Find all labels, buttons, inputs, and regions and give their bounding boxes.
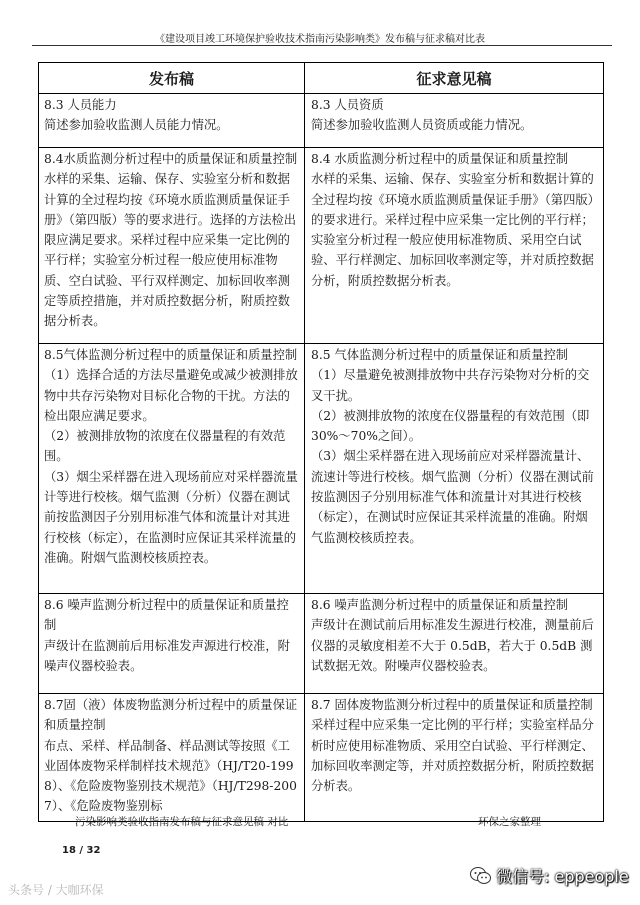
document-header: 《建设项目竣工环境保护验收技术指南污染影响类》发布稿与征求稿对比表 — [155, 34, 485, 45]
column-header-published: 发布稿 — [39, 63, 305, 94]
header-rule — [32, 45, 612, 46]
draft-cell — [305, 344, 604, 594]
table-row — [39, 694, 604, 822]
section-text: 采样过程中应采集一定比例的平行样；实验室样品分析时应使用标准物质、采用空白试验、平行样测定、加标回收率测定等，并对质控数据分析，附质控数据分析表。 — [311, 718, 594, 794]
table-row — [39, 94, 604, 148]
published-cell — [39, 94, 305, 148]
list-item: （3）烟尘采样器在进入现场前应对采样器流量计、流速计等进行校核。烟气监测（分析）仪器在测试前按监测因子分别用标准气体和流量计对其进行校核（标定），在测试时应保证其采样流量的准确。附烟气监测校核质控表。 — [311, 449, 594, 545]
watermark-toutiao: 头条号 / 大咖环保 — [8, 883, 104, 897]
column-header-draft: 征求意见稿 — [305, 63, 604, 94]
wechat-id: 微信号: eppeople — [496, 867, 629, 886]
footer-credit: 环保之家整理 — [478, 816, 541, 828]
draft-cell — [305, 94, 604, 148]
section-text: 声级计在监测前后用标准发声源进行校准，附噪声仪器校验表。 — [44, 638, 290, 673]
section-text: 简述参加验收监测人员资质或能力情况。 — [311, 118, 533, 133]
page-number: 18 / 32 — [62, 845, 101, 856]
list-item: （1）尽量避免被测排放物中共存污染物对分析的交叉干扰。 — [311, 368, 590, 403]
watermark-wechat — [470, 864, 629, 887]
published-cell — [39, 694, 305, 822]
section-text: 声级计在测试前后用标准发生源进行校准，测量前后仪器的灵敏度相差不大于 0.5dB，若大于 0.5dB 测试数据无效。附噪声仪器校验表。 — [311, 618, 594, 673]
section-heading: 8.4水质监测分析过程中的质量保证和质量控制 — [44, 152, 298, 166]
section-text: 水样的采集、运输、保存、实验室分析和数据计算的全过程均按《环境水质监测质量保证手册》（第四版）的要求进行。采样过程中应采集一定比例的平行样；实验室分析过程一般应使用标准物质、采用空白试验、平行样测定、加标回收率测定等，并对质控数据分析，附质控数据分析表。 — [311, 172, 594, 288]
wechat-icon — [470, 866, 492, 886]
table-row — [39, 594, 604, 694]
table-header-row — [39, 63, 604, 94]
list-item: （3）烟尘采样器在进入现场前应对采样器流量计等进行校核。烟气监测（分析）仪器在测试前按监测因子分别用标准气体和流量计对其进行校核（标定），在监测时应保证其采样流量的准确。附烟气监测校核质控表。 — [44, 469, 298, 565]
section-heading: 8.6 噪声监测分析过程中的质量保证和质量控制 — [311, 598, 569, 612]
table-row — [39, 148, 604, 344]
draft-cell — [305, 694, 604, 822]
footer-title: 污染影响类验收指南发布稿与征求意见稿 对比 — [75, 816, 289, 828]
list-item: （1）选择合适的方法尽量避免或减少被测排放物中共存污染物对目标化合物的干扰。方法的检出限应满足要求。 — [44, 368, 298, 423]
section-heading: 8.5 气体监测分析过程中的质量保证和质量控制 — [311, 348, 569, 362]
section-heading: 8.3 人员资质 — [311, 98, 384, 112]
list-item: （2）被测排放物的浓度在仪器量程的有效范围。 — [44, 429, 286, 464]
published-cell — [39, 594, 305, 694]
section-heading: 8.7固（液）体废物监测分析过程中的质量保证和质量控制 — [44, 698, 298, 733]
section-heading: 8.6 噪声监测分析过程中的质量保证和质量控制 — [44, 598, 289, 633]
section-heading: 8.7 固体废物监测分析过程中的质量保证和质量控制 — [311, 698, 593, 712]
published-cell — [39, 344, 305, 594]
section-text: 水样的采集、运输、保存、实验室分析和数据计算的全过程均按《环境水质监测质量保证手册》（第四版）等的要求进行。选择的方法检出限应满足要求。采样过程中应采集一定比例的平行样；实验室分析过程一般应使用标准物质、空白试验、平行双样测定、加标回收率测定等质控措施，并对质控数据分析，附质控数据分析表。 — [44, 172, 297, 329]
draft-cell — [305, 594, 604, 694]
section-text: 简述参加验收监测人员能力情况。 — [44, 118, 229, 133]
published-cell — [39, 148, 305, 344]
section-text: 布点、采样、样品制备、样品测试等按照《工业固体废物采样制样技术规范》（HJ/T20-1998）、《危险废物鉴别技术规范》（HJ/T298-2007）、《危险废物鉴别标 — [44, 738, 297, 814]
draft-cell — [305, 148, 604, 344]
section-heading: 8.4 水质监测分析过程中的质量保证和质量控制 — [311, 152, 569, 166]
comparison-table — [38, 62, 604, 822]
table-row — [39, 344, 604, 594]
section-heading: 8.3 人员能力 — [44, 98, 117, 112]
section-heading: 8.5气体监测分析过程中的质量保证和质量控制 — [44, 348, 298, 362]
list-item: （2）被测排放物的浓度在仪器量程的有效范围（即 30%～70%之间）。 — [311, 408, 590, 444]
